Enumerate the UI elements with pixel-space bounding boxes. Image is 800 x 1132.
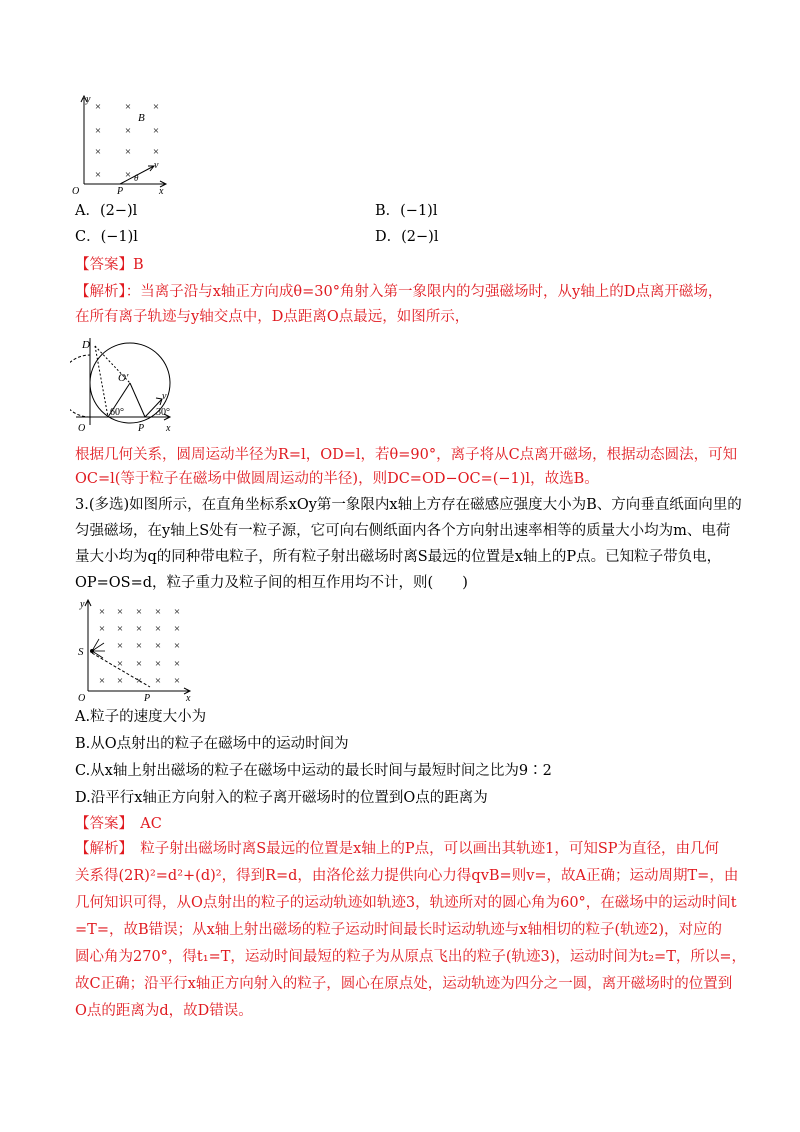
- svg-text:×: ×: [116, 606, 124, 618]
- q3-analysis-line5: 圆心角为270°，得t₁=T，运动时间最短的粒子为从原点飞出的粒子(轨迹3)，运动时间为t₂=T，所以=，: [75, 949, 747, 965]
- figure-magnetic-field-1: [70, 92, 175, 197]
- fig2-label-d: D: [82, 339, 90, 351]
- svg-text:×: ×: [173, 640, 181, 652]
- q3-answer: 【答案】 AC: [75, 816, 162, 832]
- svg-text:×: ×: [98, 623, 106, 635]
- svg-text:×: ×: [98, 606, 106, 618]
- svg-text:×: ×: [173, 623, 181, 635]
- svg-text:×: ×: [152, 146, 160, 158]
- option-d: D．(2−)l: [375, 229, 439, 245]
- fig3-label-o: O: [78, 693, 86, 704]
- fig3-label-x: x: [186, 693, 191, 704]
- figure-trajectory-circle: [70, 333, 180, 438]
- svg-text:×: ×: [98, 675, 106, 687]
- svg-text:×: ×: [94, 146, 102, 158]
- svg-text:×: ×: [116, 675, 124, 687]
- q3-option-a: A.粒子的速度大小为: [75, 709, 207, 725]
- svg-text:×: ×: [173, 606, 181, 618]
- option-b: B．(−1)l: [375, 203, 438, 219]
- fig2-label-x: x: [166, 423, 171, 434]
- q2-analysis-line2: 在所有离子轨迹与y轴交点中，D点距离O点最远，如图所示，: [75, 309, 470, 325]
- fig2-label-oprime: O′: [118, 372, 129, 384]
- fig2-label-30: 30°: [156, 407, 170, 418]
- fig3-label-s: S: [78, 646, 84, 658]
- svg-text:×: ×: [154, 640, 162, 652]
- q3-stem-line2: 匀强磁场，在y轴上S处有一粒子源，它可向右侧纸面内各个方向射出速率相等的质量大小均为m、电荷: [75, 523, 731, 539]
- q3-stem-line3: 量大小均为q的同种带电粒子，所有粒子射出磁场时离S最远的位置是x轴上的P点。已知粒子带负电，: [75, 549, 722, 565]
- svg-text:×: ×: [116, 623, 124, 635]
- svg-text:×: ×: [152, 125, 160, 137]
- q3-analysis-line1: 【解析】 粒子射出磁场时离S最远的位置是x轴上的P点，可以画出其轨迹1，可知SP为直径，由几何: [75, 841, 720, 857]
- svg-text:×: ×: [124, 169, 132, 181]
- fig3-label-p: P: [144, 693, 151, 704]
- svg-text:×: ×: [154, 606, 162, 618]
- q3-analysis-line3: 几何知识可得，从O点射出的粒子的运动轨迹如轨迹3，轨迹所对的圆心角为60°，在磁场中的运动时间t: [75, 895, 737, 911]
- fig3-label-y: y: [80, 599, 85, 610]
- svg-text:×: ×: [154, 623, 162, 635]
- q3-option-c: C.从x轴上射出磁场的粒子在磁场中运动的最长时间与最短时间之比为9∶2: [75, 763, 552, 779]
- fig1-label-v: v: [154, 160, 159, 171]
- svg-text:×: ×: [94, 169, 102, 181]
- svg-text:×: ×: [154, 675, 162, 687]
- q3-analysis-line6: 故C正确；沿平行x轴正方向射入的粒子，圆心在原点处，运动轨迹为四分之一圆，离开磁场时的位置到: [75, 976, 733, 992]
- q3-option-d: D.沿平行x轴正方向射入的粒子离开磁场时的位置到O点的距离为: [75, 790, 488, 806]
- fig1-label-y: y: [86, 94, 91, 105]
- svg-text:×: ×: [116, 658, 124, 670]
- svg-text:×: ×: [124, 125, 132, 137]
- fig2-label-v: v: [162, 391, 167, 402]
- q3-stem-line4: OP=OS=d，粒子重力及粒子间的相互作用均不计，则( ): [75, 575, 468, 591]
- q3-option-b: B.从O点射出的粒子在磁场中的运动时间为: [75, 736, 349, 752]
- svg-text:×: ×: [135, 606, 143, 618]
- svg-text:×: ×: [135, 675, 143, 687]
- svg-text:×: ×: [124, 146, 132, 158]
- svg-text:×: ×: [116, 640, 124, 652]
- figure-magnetic-field-3: [72, 595, 197, 705]
- svg-text:×: ×: [152, 101, 160, 113]
- svg-text:×: ×: [94, 125, 102, 137]
- option-c: C．(−1)l: [75, 229, 138, 245]
- option-a: A．(2−)l: [75, 203, 138, 219]
- q3-stem-line1: 3.(多选)如图所示，在直角坐标系xOy第一象限内x轴上方存在磁感应强度大小为B、方向垂直纸面向里的: [75, 497, 742, 513]
- fig1-label-theta: θ: [134, 173, 139, 183]
- q2-analysis-line4: OC=l(等于粒子在磁场中做圆周运动的半径)，则DC=OD−OC=(−1)l，故选B。: [75, 471, 599, 487]
- svg-text:×: ×: [124, 101, 132, 113]
- svg-text:×: ×: [173, 675, 181, 687]
- fig2-label-o: O: [78, 423, 86, 434]
- q2-answer: 【答案】B: [75, 257, 144, 273]
- q2-analysis-line3: 根据几何关系，圆周运动半径为R=l，OD=l，若θ=90°，离子将从C点离开磁场，根据动态圆法，可知: [75, 447, 738, 463]
- fig1-label-p: P: [117, 186, 124, 197]
- svg-text:×: ×: [94, 101, 102, 113]
- fig1-label-b: B: [138, 112, 145, 124]
- fig1-label-x: x: [159, 186, 164, 197]
- svg-text:×: ×: [173, 658, 181, 670]
- q2-analysis-line1: 【解析】：当离子沿与x轴正方向成θ=30°角射入第一象限内的匀强磁场时，从y轴上的D点离开磁场，: [75, 284, 723, 300]
- q3-analysis-line4: =T=，故B错误；从x轴上射出磁场的粒子运动时间最长时运动轨迹与x轴相切的粒子(轨迹2)，对应的: [75, 922, 723, 938]
- svg-text:×: ×: [154, 658, 162, 670]
- svg-text:×: ×: [135, 658, 143, 670]
- svg-text:×: ×: [135, 640, 143, 652]
- q3-analysis-line2: 关系得(2R)²=d²+(d)²，得到R=d，由洛伦兹力提供向心力得qvB=则v=，故A正确；运动周期T=，由: [75, 868, 739, 884]
- fig2-label-p: P: [138, 423, 145, 434]
- fig1-label-o: O: [72, 186, 80, 197]
- svg-text:×: ×: [135, 623, 143, 635]
- fig2-label-60: 60°: [110, 407, 124, 418]
- q3-analysis-line7: O点的距离为d，故D错误。: [75, 1003, 253, 1019]
